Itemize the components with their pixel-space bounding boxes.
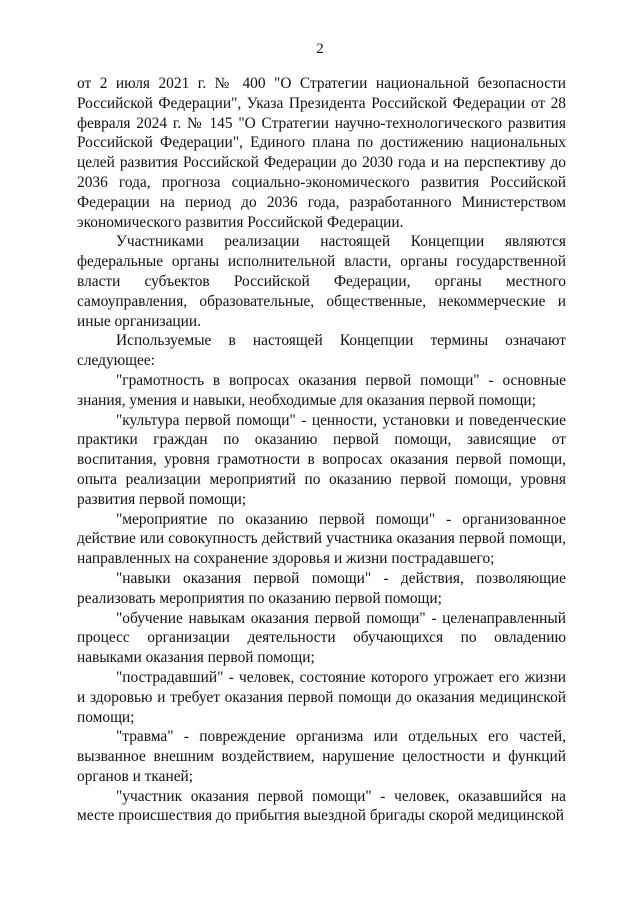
document-body [77, 74, 566, 826]
page-number: 2 [316, 41, 324, 57]
definition-injury: "травма" - повреждение организма или отдельных его частей, вызванное внешним воздействием, нарушение целостности и функций органов и тканей; [77, 728, 566, 785]
definition-skills: "навыки оказания первой помощи" - действия, позволяющие реализовать мероприятия по оказанию первой помощи; [77, 569, 566, 607]
definition-participant: "участник оказания первой помощи" - человек, оказавшийся на месте происшествия до прибытия выездной бригады скорой медицинской [77, 787, 566, 825]
definition-measure: "мероприятие по оказанию первой помощи" - организованное действие или совокупность действий участника оказания первой помощи, направленных на сохранение здоровья и жизни пострадавшего; [77, 510, 566, 568]
paragraph-terms-intro: Используемые в настоящей Концепции термины означают следующее: [77, 332, 566, 370]
definition-culture: "культура первой помощи" - ценности, установки и поведенческие практики граждан по оказанию первой помощи, зависящие от воспитания, уровня грамотности в вопросах оказания первой помощи, опыта реализации мероприятий по оказанию первой помощи, уровня развития первой помощи; [77, 411, 566, 508]
paragraph-participants: Участниками реализации настоящей Концепции являются федеральные органы исполнительной власти, органы государственной власти субъектов Российской Федерации, органы местного самоуправления, образовательные, общественные, некоммерческие и иные организации. [77, 233, 566, 330]
definition-victim: "пострадавший" - человек, состояние которого угрожает его жизни и здоровью и требует оказания первой помощи до оказания медицинской помощи; [77, 668, 566, 726]
definition-training: "обучение навыкам оказания первой помощи" - целенаправленный процесс организации деятельности обучающихся по овладению навыками оказания первой помощи; [77, 609, 566, 667]
definition-literacy: "грамотность в вопросах оказания первой помощи" - основные знания, умения и навыки, необходимые для оказания первой помощи; [77, 371, 566, 409]
paragraph-continuation: от 2 июля 2021 г. № 400 "О Стратегии национальной безопасности Российской Федерации", Указа Президента Российской Федерации от 28 февраля 2024 г. № 145 "О Стратегии научно-технологического развития Российской Федерации", Единого плана по достижению национальных целей развития Российской Федерации до 2030 года и на перспективу до 2036 года, прогноза социально-экономического развития Российской Федерации на период до 2036 года, разработанного Министерством экономического развития Российской Федерации. [77, 75, 566, 231]
